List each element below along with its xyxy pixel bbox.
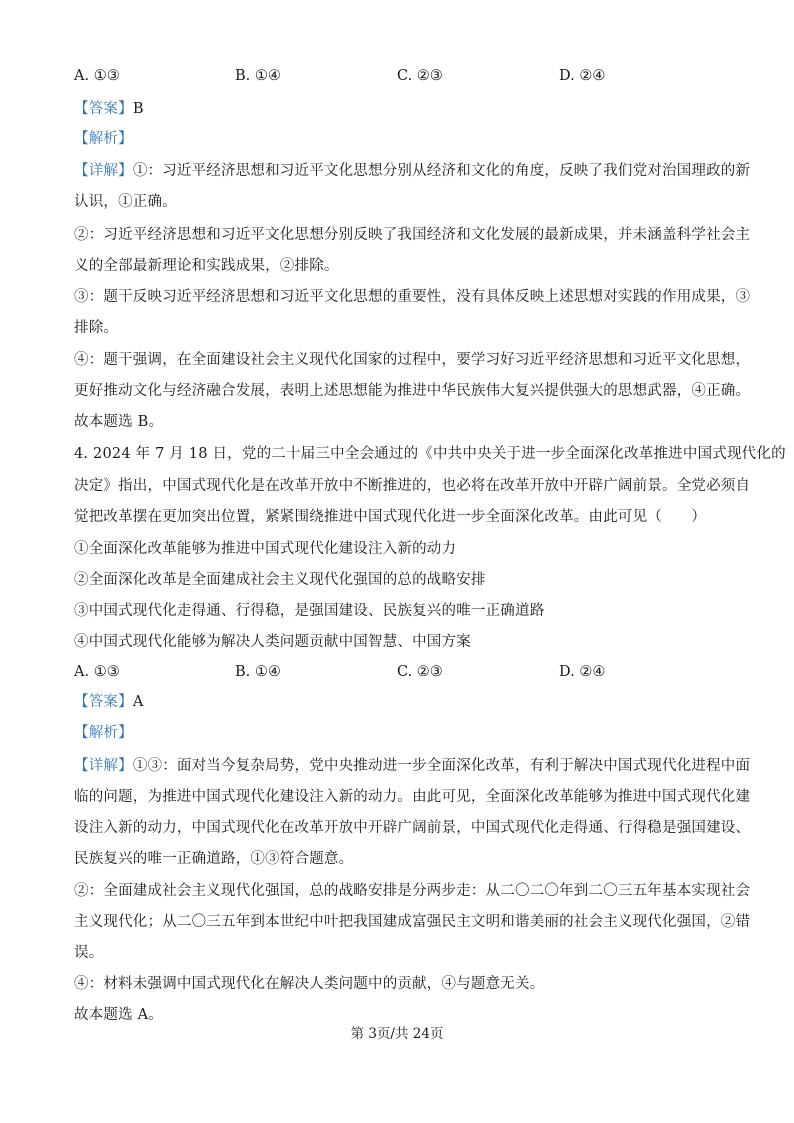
q3-answer (74, 99, 724, 119)
q4-detail-line: 临的问题，为推进中国式现代化建设注入新的动力。由此可见，全面深化改革能够为推进中国式现代化建 (74, 789, 751, 805)
answer-tag: 【答案】 (74, 694, 133, 710)
detail-tag: 【详解】 (74, 758, 133, 774)
q4-statement: ②全面深化改革是全面建成社会主义现代化强国的总的战略安排 (74, 572, 486, 588)
detail-text: ①③：面对当今复杂局势，党中央推动进一步全面深化改革，有利于解决中国式现代化进程中面 (132, 758, 751, 774)
q3-detail-line: 更好推动文化与经济融合发展，表明上述思想能为推进中华民族伟大复兴提供强大的思想武器，④正确。 (74, 383, 751, 399)
q4-options (74, 662, 724, 682)
analysis-tag: 【解析】 (74, 725, 133, 741)
q3-analysis-tag (74, 129, 724, 149)
detail-tag: 【详解】 (74, 163, 133, 179)
detail-text: ①：习近平经济思想和习近平文化思想分别从经济和文化的角度，反映了我们党对治国理政的新 (132, 163, 751, 179)
q4-option-a: A. ①③ (74, 664, 120, 680)
q3-detail-line: 排除。 (74, 320, 119, 336)
q4-statement: ③中国式现代化走得通、行得稳，是强国建设、民族复兴的唯一正确道路 (74, 603, 545, 619)
q4-detail-line: 设注入新的动力，中国式现代化在改革开放中开辟广阔前景，中国式现代化走得通、行得稳是强国建设、 (74, 820, 751, 836)
answer-value: B (132, 101, 144, 117)
q4-detail-line: ④：材料未强调中国式现代化在解决人类问题中的贡献，④与题意无关。 (74, 976, 545, 992)
q4-answer (74, 692, 724, 712)
q4-option-b: B. ①④ (235, 664, 281, 680)
q4-option-d: D. ②④ (559, 664, 606, 680)
q4-stem-line: 决定》指出，中国式现代化是在改革开放中不断推进的，也必将在改革开放中开辟广阔前景。全党必须自 (74, 478, 751, 494)
q3-option-d: D. ②④ (559, 68, 606, 84)
q3-detail-line: ④：题干强调，在全面建设社会主义现代化国家的过程中，要学习好习近平经济思想和习近平文化思想， (74, 352, 751, 368)
q3-detail-line: 认识，①正确。 (74, 194, 177, 210)
q4-stem-line: 4. 2024 年 7 月 18 日，党的二十届三中全会通过的《中共中央关于进一步全面深化改革推进中国式现代化的 (74, 446, 786, 462)
q3-option-c: C. ②③ (397, 68, 443, 84)
q3-detail-line: 义的全部最新理论和实践成果，②排除。 (74, 258, 339, 274)
q3-detail-line: ②：习近平经济思想和习近平文化思想分别反映了我国经济和文化发展的最新成果，并未涵盖科学社会主 (74, 227, 751, 243)
q3-detail-line (74, 161, 751, 181)
q4-detail-line: 民族复兴的唯一正确道路，①③符合题意。 (74, 851, 354, 867)
q4-detail-line: ②：全面建成社会主义现代化强国，总的战略安排是分两步走：从二〇二〇年到二〇三五年基本实现社会 (74, 883, 751, 899)
q3-conclusion: 故本题选 B。 (74, 414, 164, 430)
page-footer: 第 3页/共 24页 (350, 1026, 444, 1042)
q4-option-c: C. ②③ (397, 664, 443, 680)
q4-statement: ④中国式现代化能够为解决人类问题贡献中国智慧、中国方案 (74, 634, 471, 650)
answer-value: A (132, 694, 144, 710)
q3-options (74, 66, 724, 86)
q3-detail-line: ③：题干反映习近平经济思想和习近平文化思想的重要性，没有具体反映上述思想对实践的作用成果，③ (74, 289, 751, 305)
answer-tag: 【答案】 (74, 101, 133, 117)
q4-statement: ①全面深化改革能够为推进中国式现代化建设注入新的动力 (74, 541, 457, 557)
analysis-tag: 【解析】 (74, 131, 133, 147)
q3-option-b: B. ①④ (235, 68, 281, 84)
q4-detail-line: 误。 (74, 945, 104, 961)
q4-stem-line: 觉把改革摆在更加突出位置，紧紧围绕推进中国式现代化进一步全面深化改革。由此可见（ ） (74, 509, 707, 525)
q3-option-a: A. ①③ (74, 68, 120, 84)
q4-analysis-tag (74, 723, 724, 743)
q4-detail-line (74, 756, 751, 776)
q4-conclusion: 故本题选 A。 (74, 1007, 163, 1023)
q4-detail-line: 主义现代化；从二〇三五年到本世纪中叶把我国建成富强民主文明和谐美丽的社会主义现代化强国，②错 (74, 914, 751, 930)
